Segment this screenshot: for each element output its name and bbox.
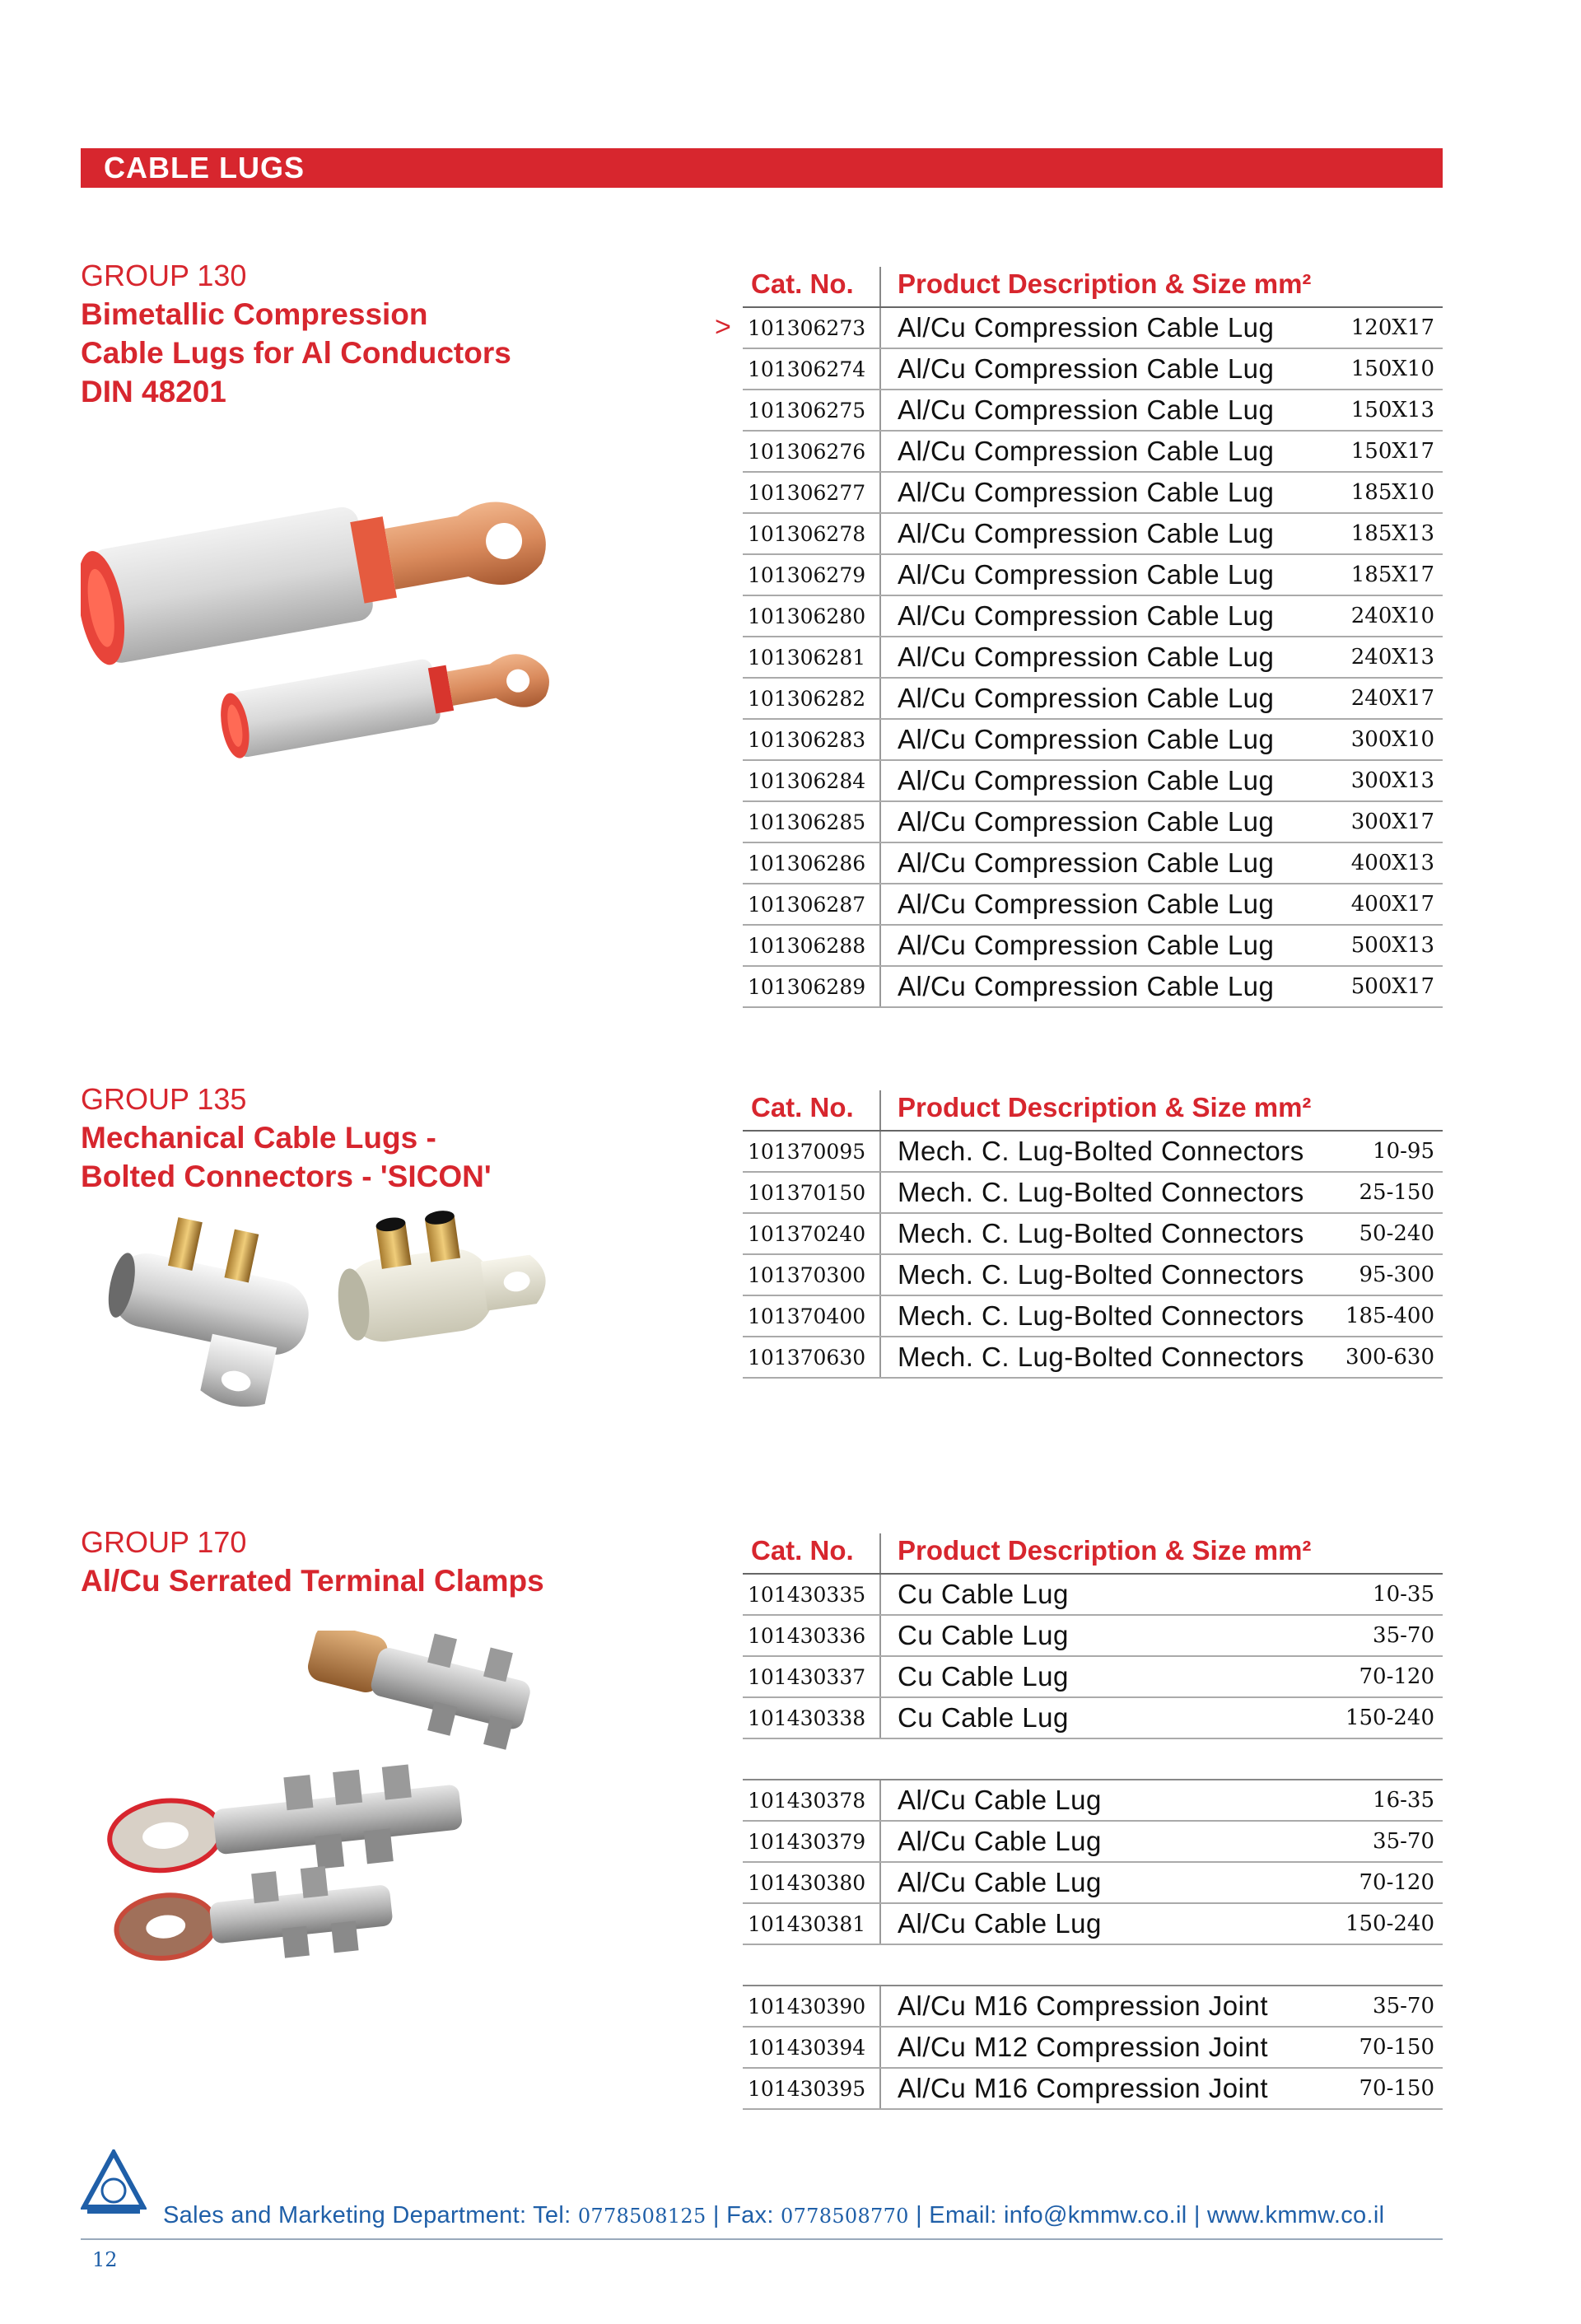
product-description: Al/Cu Cable Lug (898, 1908, 1102, 1939)
product-description: Al/Cu Cable Lug (898, 1785, 1102, 1815)
product-size: 35-70 (1373, 1994, 1434, 2018)
cat-number: 101370300 (743, 1255, 881, 1295)
product-description: Al/Cu Compression Cable Lug (898, 394, 1275, 425)
table-row (715, 308, 1443, 349)
table-row (743, 720, 1443, 761)
cat-number: 101430337 (743, 1657, 881, 1696)
table-row (743, 2028, 1443, 2069)
cat-number: 101306274 (743, 349, 881, 389)
product-description: Al/Cu Compression Cable Lug (898, 765, 1275, 796)
product-size: 10-35 (1373, 1582, 1434, 1607)
group-title: Al/Cu Serrated Terminal Clamps (81, 1564, 544, 1598)
table-row (743, 1986, 1443, 2028)
cat-number: 101306287 (743, 884, 881, 924)
product-description: Al/Cu Compression Cable Lug (898, 312, 1275, 343)
header-cat-no: Cat. No. (743, 267, 881, 306)
cat-number: 101430335 (743, 1575, 881, 1614)
product-description: Al/Cu Compression Cable Lug (898, 353, 1275, 384)
product-description: Al/Cu Compression Cable Lug (898, 724, 1275, 754)
product-size: 120X17 (1350, 315, 1434, 340)
product-size: 300-630 (1345, 1345, 1434, 1370)
cat-number: 101430394 (743, 2028, 881, 2067)
table-row (743, 1698, 1443, 1739)
header-cat-no: Cat. No. (743, 1090, 881, 1130)
group-130-table (715, 260, 1443, 1008)
product-size: 185-400 (1345, 1304, 1434, 1328)
table-row (743, 473, 1443, 514)
cat-number: 101306289 (743, 967, 881, 1006)
product-size: 150-240 (1345, 1706, 1434, 1730)
product-size: 70-120 (1359, 1870, 1434, 1895)
product-size: 500X17 (1350, 974, 1434, 999)
product-description: Al/Cu Compression Cable Lug (898, 889, 1275, 919)
terminal-clamp-photo (99, 1631, 642, 1976)
table-row (743, 1616, 1443, 1657)
cat-number: 101370150 (743, 1173, 881, 1212)
table-row (743, 1904, 1443, 1945)
fax-label: | Fax: (706, 2202, 781, 2228)
product-size: 150X13 (1350, 398, 1434, 422)
product-size: 300X13 (1350, 768, 1434, 793)
cat-number: 101306276 (743, 432, 881, 471)
product-description: Mech. C. Lug-Bolted Connectors (898, 1136, 1304, 1166)
cat-number: 101306282 (743, 679, 881, 718)
product-description: Al/Cu Cable Lug (898, 1826, 1102, 1856)
cat-number: 101370095 (743, 1132, 881, 1171)
product-description: Mech. C. Lug-Bolted Connectors (898, 1177, 1304, 1207)
cat-number: 101430338 (743, 1698, 881, 1738)
product-size: 35-70 (1373, 1829, 1434, 1854)
group-title: Bimetallic Compression Cable Lugs for Al Conductors DIN 48201 (81, 297, 511, 408)
contact-line (163, 2202, 1384, 2229)
cat-number: 101370630 (743, 1337, 881, 1377)
product-description: Mech. C. Lug-Bolted Connectors (898, 1342, 1304, 1372)
header-cat-no: Cat. No. (743, 1533, 881, 1573)
company-logo-icon (81, 2149, 147, 2215)
product-size: 400X13 (1350, 851, 1434, 875)
cat-number: 101306273 (743, 308, 881, 348)
group-135-heading (81, 1080, 492, 1196)
table-spacer (743, 1739, 1443, 1780)
product-size: 185X17 (1350, 562, 1434, 587)
group-170-table (743, 1527, 1443, 2110)
tel-number: 0778508125 (577, 2205, 707, 2228)
table-row (743, 555, 1443, 596)
cat-number: 101306286 (743, 843, 881, 883)
product-size: 240X10 (1350, 604, 1434, 628)
product-size: 70-150 (1359, 2035, 1434, 2060)
bimetallic-lug-photo (81, 436, 674, 766)
product-description: Al/Cu Compression Cable Lug (898, 847, 1275, 878)
product-description: Al/Cu Compression Cable Lug (898, 477, 1275, 507)
product-size: 16-35 (1373, 1788, 1434, 1813)
product-size: 10-95 (1373, 1139, 1434, 1164)
cat-number: 101306283 (743, 720, 881, 759)
cat-number: 101306277 (743, 473, 881, 512)
group-135-table (743, 1084, 1443, 1379)
table-row (743, 2069, 1443, 2110)
table-row (743, 1863, 1443, 1904)
table-header (743, 260, 1443, 308)
product-size: 300X17 (1350, 810, 1434, 834)
product-size: 240X13 (1350, 645, 1434, 670)
section-banner: CABLE LUGS (81, 148, 1443, 188)
product-description: Al/Cu Compression Cable Lug (898, 806, 1275, 837)
cat-number: 101370240 (743, 1214, 881, 1253)
table-row (743, 1214, 1443, 1255)
cat-number: 101430380 (743, 1863, 881, 1902)
cat-number: 101430395 (743, 2069, 881, 2108)
product-description: Al/Cu M12 Compression Joint (898, 2032, 1269, 2062)
table-row (743, 514, 1443, 555)
group-title: Mechanical Cable Lugs - Bolted Connectors - 'SICON' (81, 1121, 492, 1193)
product-description: Al/Cu Compression Cable Lug (898, 559, 1275, 590)
cat-number: 101306280 (743, 596, 881, 636)
table-row (743, 679, 1443, 720)
table-row (743, 390, 1443, 432)
table-row (743, 596, 1443, 637)
group-170-heading (81, 1524, 544, 1600)
table-row (743, 432, 1443, 473)
product-size: 50-240 (1359, 1221, 1434, 1246)
footer-divider (81, 2238, 1443, 2240)
table-row (743, 1173, 1443, 1214)
table-row (743, 1575, 1443, 1616)
product-description: Cu Cable Lug (898, 1579, 1069, 1609)
cat-number: 101430336 (743, 1616, 881, 1655)
header-description: Product Description & Size mm² (898, 1535, 1312, 1566)
product-size: 400X17 (1350, 892, 1434, 917)
table-row (743, 1780, 1443, 1822)
product-size: 70-150 (1359, 2076, 1434, 2101)
contact-prefix: Sales and Marketing Department: Tel: (163, 2202, 578, 2228)
product-description: Al/Cu M16 Compression Joint (898, 2073, 1269, 2103)
group-number: GROUP 135 (81, 1082, 247, 1116)
product-description: Cu Cable Lug (898, 1661, 1069, 1692)
product-description: Mech. C. Lug-Bolted Connectors (898, 1218, 1304, 1248)
product-description: Al/Cu Compression Cable Lug (898, 930, 1275, 960)
cat-number: 101306279 (743, 555, 881, 595)
table-row (743, 637, 1443, 679)
table-row (743, 761, 1443, 802)
product-size: 25-150 (1359, 1180, 1434, 1205)
product-description: Cu Cable Lug (898, 1702, 1069, 1733)
table-row (743, 802, 1443, 843)
product-description: Mech. C. Lug-Bolted Connectors (898, 1300, 1304, 1331)
fax-number: 0778508770 (781, 2205, 909, 2228)
product-description: Al/Cu Compression Cable Lug (898, 683, 1275, 713)
table-row (743, 1337, 1443, 1379)
group-number: GROUP 170 (81, 1525, 247, 1559)
cat-number: 101306278 (743, 514, 881, 553)
table-row (743, 926, 1443, 967)
product-size: 150X10 (1350, 357, 1434, 381)
cat-number: 101306281 (743, 637, 881, 677)
sicon-connector-photo (91, 1202, 568, 1449)
product-size: 185X10 (1350, 480, 1434, 505)
product-size: 240X17 (1350, 686, 1434, 711)
group-130-heading (81, 257, 511, 411)
row-marker-icon: > (715, 311, 731, 343)
product-description: Al/Cu M16 Compression Joint (898, 1990, 1269, 2021)
table-row (743, 349, 1443, 390)
table-row (743, 1822, 1443, 1863)
cat-number: 101306285 (743, 802, 881, 842)
page-number: 12 (92, 2248, 118, 2271)
table-row (743, 1296, 1443, 1337)
product-size: 500X13 (1350, 933, 1434, 958)
product-size: 150-240 (1345, 1911, 1434, 1936)
product-size: 70-120 (1359, 1664, 1434, 1689)
table-row (743, 843, 1443, 884)
product-description: Al/Cu Cable Lug (898, 1867, 1102, 1897)
product-size: 95-300 (1359, 1262, 1434, 1287)
table-row (743, 1255, 1443, 1296)
product-size: 35-70 (1373, 1623, 1434, 1648)
table-row (743, 1132, 1443, 1173)
table-row (743, 1657, 1443, 1698)
product-size: 300X10 (1350, 727, 1434, 752)
cat-number: 101306275 (743, 390, 881, 430)
product-description: Al/Cu Compression Cable Lug (898, 436, 1275, 466)
table-row (743, 967, 1443, 1008)
cat-number: 101430381 (743, 1904, 881, 1944)
product-description: Al/Cu Compression Cable Lug (898, 642, 1275, 672)
header-description: Product Description & Size mm² (898, 1092, 1312, 1122)
cat-number: 101306288 (743, 926, 881, 965)
product-description: Al/Cu Compression Cable Lug (898, 518, 1275, 548)
cat-number: 101370400 (743, 1296, 881, 1336)
product-size: 185X13 (1350, 521, 1434, 546)
cat-number: 101430390 (743, 1986, 881, 2026)
cat-number: 101430378 (743, 1780, 881, 1820)
table-row (743, 884, 1443, 926)
product-description: Mech. C. Lug-Bolted Connectors (898, 1259, 1304, 1290)
group-number: GROUP 130 (81, 259, 247, 292)
header-description: Product Description & Size mm² (898, 268, 1312, 299)
product-description: Cu Cable Lug (898, 1620, 1069, 1650)
table-spacer (743, 1945, 1443, 1986)
table-header (743, 1527, 1443, 1575)
product-size: 150X17 (1350, 439, 1434, 464)
table-header (743, 1084, 1443, 1132)
email-web: | Email: info@kmmw.co.il | www.kmmw.co.il (908, 2202, 1385, 2228)
product-description: Al/Cu Compression Cable Lug (898, 971, 1275, 1001)
product-description: Al/Cu Compression Cable Lug (898, 600, 1275, 631)
cat-number: 101430379 (743, 1822, 881, 1861)
cat-number: 101306284 (743, 761, 881, 800)
